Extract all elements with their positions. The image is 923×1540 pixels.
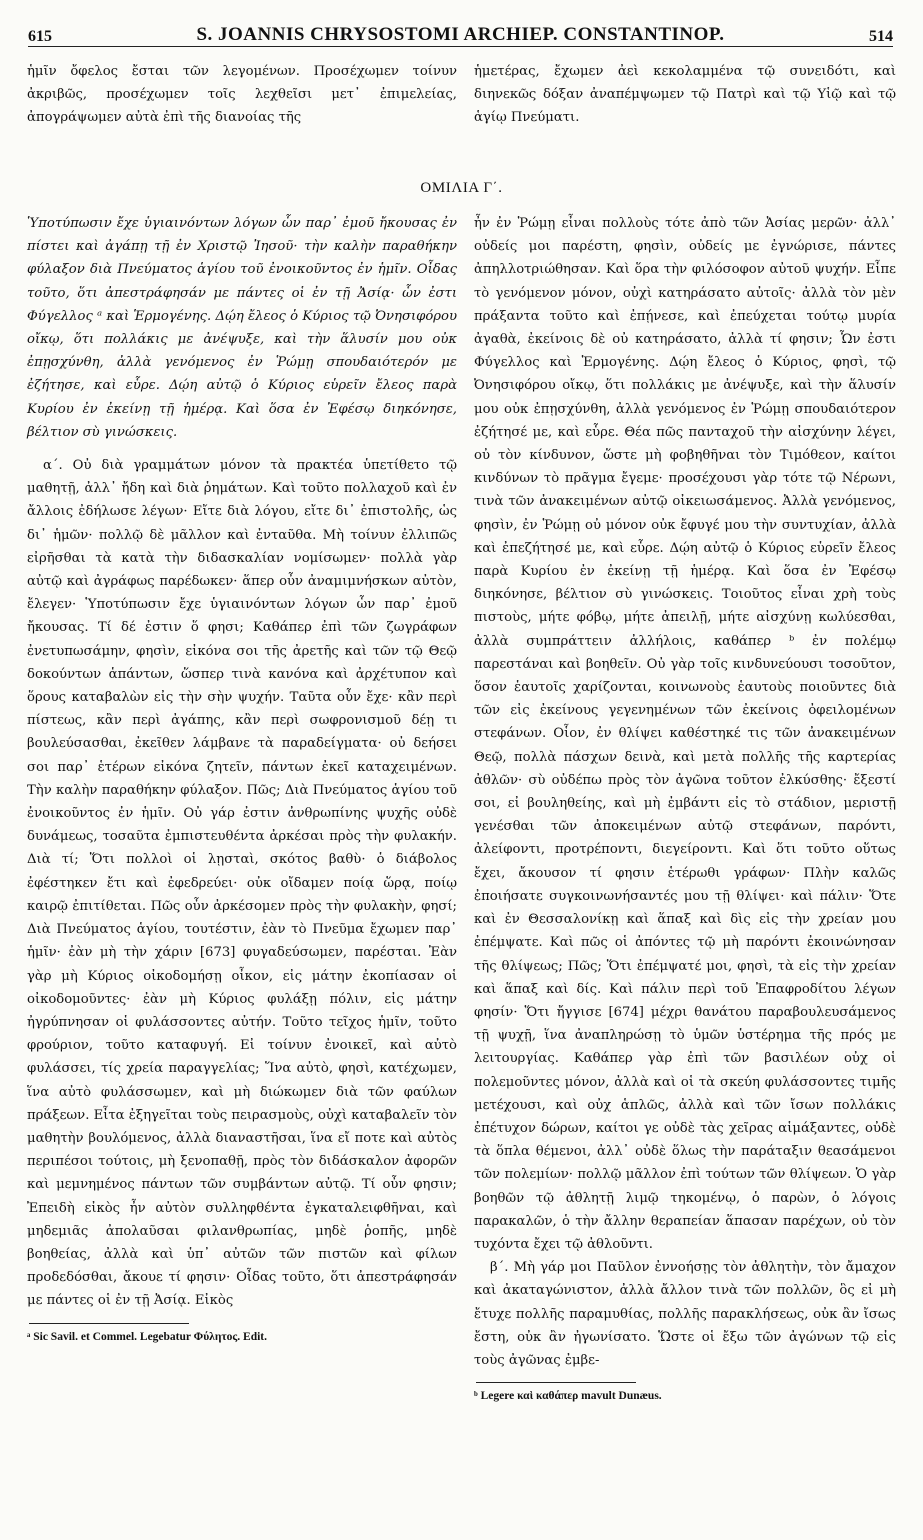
top-right-text: ἡμετέρας, ἔχωμεν ἀεὶ κεκολαμμένα τῷ συνειδότι, καὶ διηνεκῶς δόξαν ἀναπέμψωμεν τῷ Πατρὶ καὶ τῷ Υἱῷ καὶ τῷ ἁγίῳ Πνεύματι. — [474, 64, 896, 126]
footnote-rule-right — [476, 1382, 636, 1383]
running-header — [28, 12, 893, 47]
footnote-b: ᵇ Legere καὶ καθάπερ mavult Dunæus. — [474, 1390, 662, 1403]
footnote-rule — [29, 1323, 189, 1324]
left-column-body — [27, 212, 457, 1346]
homily-title: ΟΜΙΛΙΑ Γ΄. — [420, 180, 503, 196]
footnote-a: ᵃ Sic Savil. et Commel. Legebatur Φύλητος. Edit. — [27, 1330, 267, 1343]
scripture-argument: Ὑποτύπωσιν ἔχε ὑγιαινόντων λόγων ὧν παρ᾽ ἐμοῦ ἤκουσας ἐν πίστει καὶ ἀγάπῃ τῇ ἐν Χριστῷ Ἰησοῦ· τὴν καλὴν παραθήκην φύλαξον διὰ Πνεύματος ἁγίου τοῦ ἐνοικοῦντος ἐν ἡμῖν. Οἶδας τοῦτο, ὅτι ἀπεστράφησάν με πάντες οἱ ἐν τῇ Ἀσίᾳ· ὧν ἐστι Φύγελλος ᵃ καὶ Ἑρμογένης. Δῴη ἔλεος ὁ Κύριος τῷ Ὀνησιφόρου οἴκῳ, ὅτι πολλάκις με ἀνέψυξε, καὶ τὴν ἅλυσίν μου οὐκ ἐπῃσχύνθη, ἀλλὰ γενόμενος ἐν Ῥώμῃ σπουδαιότερόν με ἐζήτησε, καὶ εὗρε. Δῴη αὐτῷ ὁ Κύριος εὑρεῖν ἔλεος παρὰ Κυρίου ἐν ἐκείνῃ τῇ ἡμέρᾳ. Καὶ ὅσα ἐν Ἐφέσῳ διηκόνησε, βέλτιον σὺ γινώσκεις. — [27, 216, 457, 440]
right-column-top — [474, 60, 896, 130]
left-column — [27, 60, 457, 130]
right-column-body — [474, 212, 896, 1405]
top-left-text: ἡμῖν ὄφελος ἔσται τῶν λεγομένων. Προσέχωμεν τοίνυν ἀκριβῶς, προσέχωμεν τοῖς λεχθεῖσι μετ᾽ ἐπιμελείας, ἀπογράψωμεν αὐτὰ ἐπὶ τῆς διανοίας τῆς — [27, 64, 457, 126]
commentary-section-1: α΄. Οὐ διὰ γραμμάτων μόνον τὰ πρακτέα ὑπετίθετο τῷ μαθητῇ, ἀλλ᾽ ἤδη καὶ διὰ ῥημάτων. Καὶ τοῦτο πολλαχοῦ καὶ ἐν ἄλλοις ἐδήλωσε λέγων· Εἴτε διὰ λόγου, εἴτε δι᾽ ἐπιστολῆς, ὡς δι᾽ ἡμῶν· πολλῷ δὲ μᾶλλον καὶ ἐνταῦθα. Μὴ τοίνυν ἐλλιπῶς εἰρῆσθαι τὰ κατὰ τὴν διδασκαλίαν νομίσωμεν· πολλὰ γὰρ αὐτῷ καὶ ἀγράφως παρέδωκεν· ἅπερ οὖν ἀναμιμνήσκων αὐτὸν, ἔλεγεν· Ὑποτύπωσιν ἔχε ὑγιαινόντων λόγων ὧν παρ᾽ ἐμοῦ ἤκουσας. Τί δέ ἐστιν ὅ φησι; Καθάπερ ἐπὶ τῶν ζωγράφων ἐνετυπωσάμην, φησὶν, εἰκόνα σοι τῆς ἀρετῆς καὶ τῶν τῷ Θεῷ δοκούντων ἁπάντων, ὥσπερ τινὰ κανόνα καὶ ἀρχέτυπον καὶ ὅρους καταβαλὼν εἰς τὴν σὴν ψυχήν. Ταῦτα οὖν ἔχε· κἂν περὶ πίστεως, κἂν περὶ ἀγάπης, κἂν περὶ σωφρονισμοῦ δέῃ τι βουλεύσασθαι, ἐκεῖθεν λάμβανε τὰ παραδείγματα· οὐ δεήσει σοι παρ᾽ ἑτέρων εἰκόνα ζητεῖν, πάντων ἐκεῖ καταχειμένων. Τὴν καλὴν παραθήκην φύλαξον. Πῶς; Διὰ Πνεύματος ἁγίου τοῦ ἐνοικοῦντος ἐν ἡμῖν. Οὐ γάρ ἐστιν ἀνθρωπίνης ψυχῆς οὐδὲ δυνάμεως, τοσαῦτα ἐμπιστευθέντα ἀρκέσαι πρὸς τὴν φυλακήν. Διὰ τί; Ὅτι πολλοὶ οἱ λῃσταὶ, σκότος βαθὺ· ὁ διάβολος ἐφέστηκεν ἔτι καὶ ἐφεδρεύει· οὐκ οἴδαμεν ποίᾳ ὥρᾳ, ποίῳ καιρῷ ἐπιτίθεται. Πῶς οὖν ἀρκέσομεν πρὸς τὴν φυλακὴν, φησί; Διὰ Πνεύματος ἁγίου, τουτέστιν, ἐὰν τὸ Πνεῦμα ἔχωμεν παρ᾽ ἡμῖν· ἐὰν μὴ τὴν χάριν [673] φυγαδεύσωμεν, παρέσται. Ἐὰν γὰρ μὴ Κύριος οἰκοδομήσῃ οἶκον, εἰς μάτην ἐκοπίασαν οἱ οἰκοδομοῦντες· ἐὰν μὴ Κύριος φυλάξῃ πόλιν, εἰς μάτην ἠγρύπνησαν οἱ φυλάσσοντες αὐτήν. Τοῦτο τεῖχος ἡμῖν, τοῦτο φρούριον, τοῦτο καταφυγή. Εἰ τοίνυν ἐνοικεῖ, καὶ αὐτὸ φυλάσσει, τίς χρεία παραγγελίας; Ἵνα αὐτὸ, φησὶ, κατέχωμεν, ἵνα αὐτὸ φυλάσσωμεν, καὶ μὴ διώκωμεν διὰ τῶν φαύλων πράξεων. Εἶτα ἐξηγεῖται τοὺς πειρασμοὺς, οὐχὶ καταβαλεῖν τὸν μαθητὴν βουλόμενος, ἀλλὰ διαναστῆσαι, ἵνα εἴ ποτε καὶ αὐτὸς περιπέσοι τούτοις, μὴ ξενοπαθῇ, πρὸς τὸν διδάσκαλον ἀφορῶν καὶ μεμνημένος πάντων τῶν συμβάντων αὐτῷ. Τί οὖν φησιν; Ἐπειδὴ εἰκὸς ἦν αὐτὸν συλληφθέντα ἐγκαταλειφθῆναι, καὶ μηδεμιᾶς ἀπολαῦσαι φιλανθρωπίας, μηδὲ ῥοπῆς, μηδὲ βοηθείας, ἀλλὰ καὶ ὑπ᾽ αὐτῶν τῶν πιστῶν καὶ φίλων προδεδόσθαι, ἄκουε τί φησιν· Οἶδας τοῦτο, ὅτι ἀπεστράφησάν με πάντες οἱ ἐν τῇ Ἀσίᾳ. Εἰκὸς — [27, 458, 457, 1309]
page-number-right: 514 — [869, 28, 893, 45]
commentary-continued: ἦν ἐν Ῥώμῃ εἶναι πολλοὺς τότε ἀπὸ τῶν Ἀσίας μερῶν· ἀλλ᾽ οὐδείς μοι παρέστη, φησὶν, οὐδείς με ἐγνώρισε, πάντες ἀπηλλοτριώθησαν. Καὶ ὅρα τὴν φιλόσοφον αὐτοῦ ψυχήν. Εἶπε τὸ γενόμενον μόνον, οὐχὶ κατηράσατο αὐτοῖς· ἀλλὰ τὸν μὲν πράξαντα τοῦτο καὶ ἐπῄνεσε, καὶ ἐπεύχεται τούτῳ μυρία ἀγαθὰ, ἐκείνοις δὲ οὐ κατηράσατο, ἀλλὰ τί φησιν; Ὧν ἐστι Φύγελλος καὶ Ἑρμογένης. Δῴη ἔλεος ὁ Κύριος, φησὶ, τῷ Ὀνησιφόρου οἴκῳ, ὅτι πολλάκις με ἀνέψυξε, καὶ τὴν ἅλυσίν μου οὐκ ἐπῃσχύνθη, ἀλλὰ γενόμενος ἐν Ῥώμῃ σπουδαιότερον ἐζήτησέ με, καὶ εὗρε. Θέα πῶς πανταχοῦ τὴν αἰσχύνην λέγει, οὐ τὸν κίνδυνον, ὥστε μὴ φοβηθῆναι τὸν Τιμόθεον, καίτοι κινδύνων τὸ πρᾶγμα ἔγεμε· προσέχουσι γὰρ τότε τῷ Νέρωνι, τινὰ τῶν ἀνακειμένων αὐτῷ οἰκειωσάμενος. Ἀλλὰ γενόμενος, φησὶν, ἐν Ῥώμῃ οὐ μόνον οὐκ ἔφυγέ μου τὴν συντυχίαν, ἀλλὰ καὶ ἐπεζήτησέ με, καὶ εὗρε. Δῴη αὐτῷ ὁ Κύριος εὑρεῖν ἔλεος παρὰ Κυρίου ἐν ἐκείνῃ τῇ ἡμέρᾳ. Καὶ ὅσα ἐν Ἐφέσῳ διηκόνησε, βέλτιον σὺ γινώσκεις. Τοιοῦτος εἶναι χρὴ τοὺς πιστοὺς, μήτε φόβῳ, μήτε ἀπειλῇ, μήτε αἰσχύνῃ κωλύεσθαι, ἀλλὰ συμπράττειν ἀλλήλοις, καθάπερ ᵇ ἐν πολέμῳ παρεστάναι καὶ βοηθεῖν. Οὐ γὰρ τοῖς κινδυνεύουσι τοσοῦτον, ὅσον ἑαυτοῖς χαρίζονται, κοινωνοὺς ἑαυτοὺς ποιοῦντες διὰ τῶν εἰς ἐκείνους γεγενημένων τῶν ἐκείνοις ὀφειλομένων στεφάνων. Οἷον, ἐν θλίψει καθέστηκέ τις τῶν ἀνακειμένων Θεῷ, πολλὰ πάσχων δεινὰ, καὶ μετὰ πολλῆς τῆς καρτερίας ἀθλῶν· σὺ οὐδέπω πρὸς τὸν ἀγῶνα τοῦτον ἐλκύσθης· ἔξεστί σοι, εἰ βουληθείης, καὶ μὴ ἐμβάντι εἰς τὸ στάδιον, μεριστῇ γενέσθαι τῶν ἀποκειμένων αὐτῷ στεφάνων, παρόντι, ἀλείφοντι, προτρέποντι, διεγείροντι. Καὶ ὅτι τοῦτο οὕτως ἔχει, ἄκουσον τί φησιν ἑτέρωθι γράφων· Πλὴν καλῶς ἐποιήσατε συγκοινωνήσαντές μου τῇ θλίψει· καὶ πάλιν· Ὅτε καὶ ἐν Θεσσαλονίκῃ καὶ ἅπαξ καὶ δὶς εἰς τὴν χρείαν μου ἐπέμψατε. Καὶ πῶς οἱ ἀπόντες τῷ μὴ παρόντι ἐκοινώνησαν τῆς θλίψεως; Πῶς; Ὅτι ἐπέμψατέ μοι, φησὶ, τὰ εἰς τὴν χρείαν καὶ ἅπαξ καὶ δίς. Καὶ πάλιν περὶ τοῦ Ἐπαφροδίτου λέγων φησίν· Ὅτι ἤγγισε [674] μέχρι θανάτου παραβουλευσάμενος τῇ ψυχῇ, ἵνα ἀναπληρώσῃ τὸ ὑμῶν ὑστέρημα τῆς πρός με λειτουργίας. Καθάπερ γὰρ ἐπὶ τῶν βασιλέων οὐχ οἱ πολεμοῦντες μόνον, ἀλλὰ καὶ οἱ τὰ σκεύη φυλάσσοντες τιμῆς μετέχουσι, καὶ οὐχ ἁπλῶς, ἀλλὰ καὶ τῶν ἴσων πολλάκις ἐπέτυχον δώρων, καίτοι γε οὐδὲ τὰς χεῖρας αἱμάξαντες, οὐδὲ τὰ ὅπλα θέμενοι, ἀλλ᾽ οὐδὲ ὅλως τὴν παράταξιν θεασάμενοι τῶν πολεμίων· πολλῷ μᾶλλον ἐπὶ τούτων τῶν θλίψεων. Ὁ γὰρ βοηθῶν τῷ ἀθλητῇ λιμῷ τηκομένῳ, ὁ παρὼν, ὁ λόγοις παρακαλῶν, ὁ τὴν ἄλλην θεραπείαν ἅπασαν παρέχων, οὐ τὸν τυχόντα ἔχει τῷ ἀθλοῦντι. — [474, 216, 896, 1252]
commentary-section-2: β΄. Μὴ γάρ μοι Παῦλον ἐννοήσῃς τὸν ἀθλητὴν, τὸν ἄμαχον καὶ ἀκαταγώνιστον, ἀλλὰ ἄλλον τινὰ τῶν πολλῶν, ὃς εἰ μὴ ἔτυχε πολλῆς παραμυθίας, πολλῆς παρακλήσεως, οὐκ ἂν ἴσως ἔστη, οὐκ ἂν ἠγωνίσατο. Ὥστε οἱ ἔξω τῶν ἀγώνων τῷ εἰς τοὺς ἀγῶνας ἐμβε- — [474, 1260, 896, 1368]
page-number-left: 615 — [28, 28, 52, 45]
running-title: S. JOANNIS CHRYSOSTOMI ARCHIEP. CONSTANTINOP. — [196, 24, 725, 45]
